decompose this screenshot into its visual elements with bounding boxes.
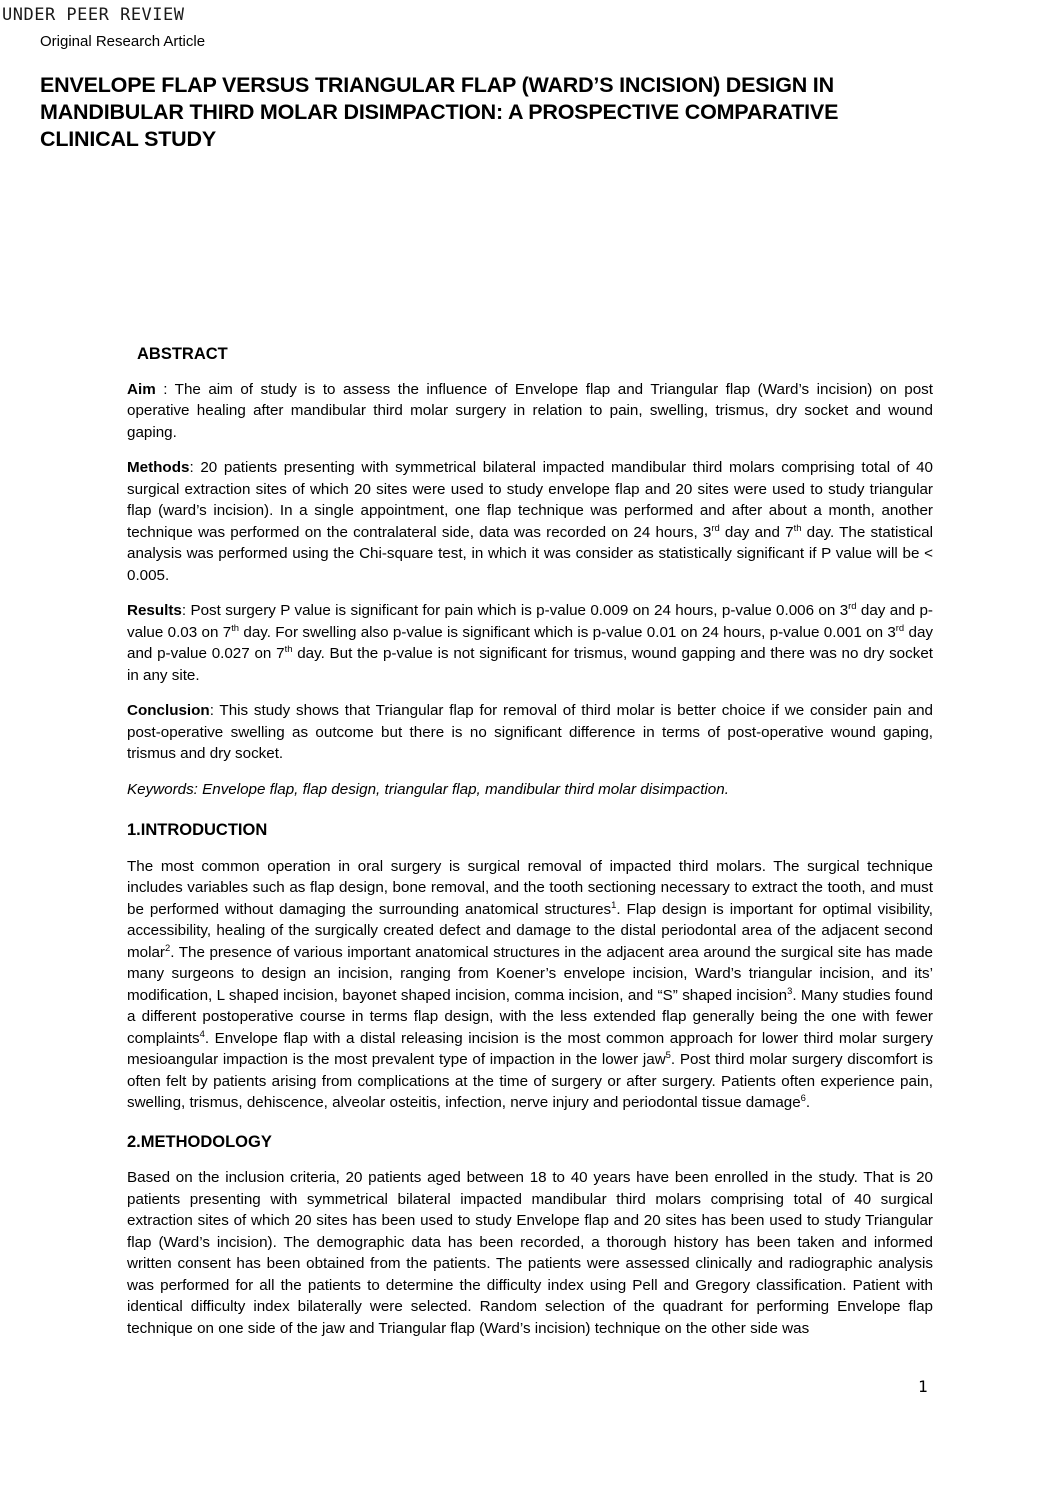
section-heading-methodology: 2.METHODOLOGY — [127, 1132, 272, 1151]
article-type-label: Original Research Article — [40, 33, 206, 50]
abstract-aim-paragraph: Aim : The aim of study is to assess the influence of Envelope flap and Triangular flap (Ward’s incision) on post operative healing after mandibular third molar surgery in relation to pain, swelling, trismus, dry socket and wound gaping. — [127, 380, 933, 441]
paper-body — [127, 344, 933, 1353]
peer-review-banner: UNDER PEER REVIEW — [2, 5, 185, 25]
section-heading-introduction: 1.INTRODUCTION — [127, 821, 268, 839]
abstract-conclusion-paragraph: Conclusion: This study shows that Triangular flap for removal of third molar is better choice if we consider pain and post-operative swelling as outcome but there is no significant difference in terms of post-operative wound gaping, trismus and dry socket. — [127, 702, 933, 762]
introduction-paragraph: The most common operation in oral surgery is surgical removal of impacted third molars. The surgical technique includes variables such as flap design, bone removal, and the tooth sectioning necessary to extract the tooth, and must be performed without damaging the surrounding anatomical structures$^1$. Flap design is important for optimal visibility, accessibility, healing of the surgically created defect and damage to the distal periodontal area of the adjacent second molar$^2$. The presence of various important anatomical structures in the adjacent area around the surgical site has made many surgeons to design an incision, ranging from Koener’s envelope incision, Ward’s triangular incision, and its’ modification, L shaped incision, bayonet shaped incision, comma incision, and “S” shaped incision$^3$. Many studies found a different postoperative course in terms flap design, with the less extended flap generally being the one with fewer complaints$^4$. Envelope flap with a distal releasing incision is the most common approach for lower third molar surgery mesioangular impaction is the most prevalent type of impaction in the lower jaw$^5$. Post third molar surgery discomfort is often felt by patients arising from complications at the time of surgery or after surgery. Patients often experience pain, swelling, trismus, dehiscence, alveolar osteitis, infection, nerve injury and periodontal tissue damage$^6$. — [127, 857, 934, 1111]
paper-title: ENVELOPE FLAP VERSUS TRIANGULAR FLAP (WARD’S INCISION) DESIGN IN MANDIBULAR THIRD MOLAR DISIMPACTION: A PROSPECTIVE COMPARATIVE CLINICAL STUDY — [40, 73, 839, 151]
abstract-results-paragraph: Results: Post surgery P value is significant for pain which is p-value 0.009 on 24 hours, p-value 0.006 on 3rd day and p-value 0.03 on 7th day. For swelling also p-value is significant which is p-value 0.01 on 24 hours, p-value 0.001 on 3rd day and p-value 0.027 on 7th day. But the p-value is not significant for trismus, wound gapping and there was no dry socket in any site. — [127, 599, 933, 684]
abstract-methods-paragraph: Methods: 20 patients presenting with symmetrical bilateral impacted mandibular third molars comprising total of 40 surgical extraction sites of which 20 sites were used to study envelope flap and 20 sites were used to study triangular flap (ward’s incision). In a single appointment, one flap technique was performed and after about a month, another technique was performed on the contralateral side, data was recorded on 24 hours, 3rd day and 7th day. The statistical analysis was performed using the Chi-square test, in which it was consider as statistically significant if P value will be < 0.005. — [127, 459, 933, 584]
abstract-heading: ABSTRACT — [137, 345, 228, 363]
methodology-paragraph: Based on the inclusion criteria, 20 patients aged between 18 to 40 years have been enrolled in the study. That is 20 patients presenting with symmetrical bilateral impacted mandibular third molars comprising total of 40 surgical extraction sites of which 20 sites has been used to study Envelope flap and 20 sites has been used to study Triangular flap (Ward’s incision). The demographic data has been recorded, a thorough history has been taken and informed written consent has been obtained from the patients. The patients were assessed clinically and radiographic analysis was performed for all the patients to determine the difficulty index using Pell and Gregory classification. Patient with identical difficulty index bilaterally were selected. Random selection of the quadrant for performing Envelope flap technique on one side of the jaw and Triangular flap (Ward’s incision) technique on the other side was — [127, 1169, 933, 1337]
keywords-line: Keywords: Envelope flap, flap design, triangular flap, mandibular third molar disimpaction. — [127, 780, 729, 798]
page-number: 1 — [918, 1377, 928, 1396]
